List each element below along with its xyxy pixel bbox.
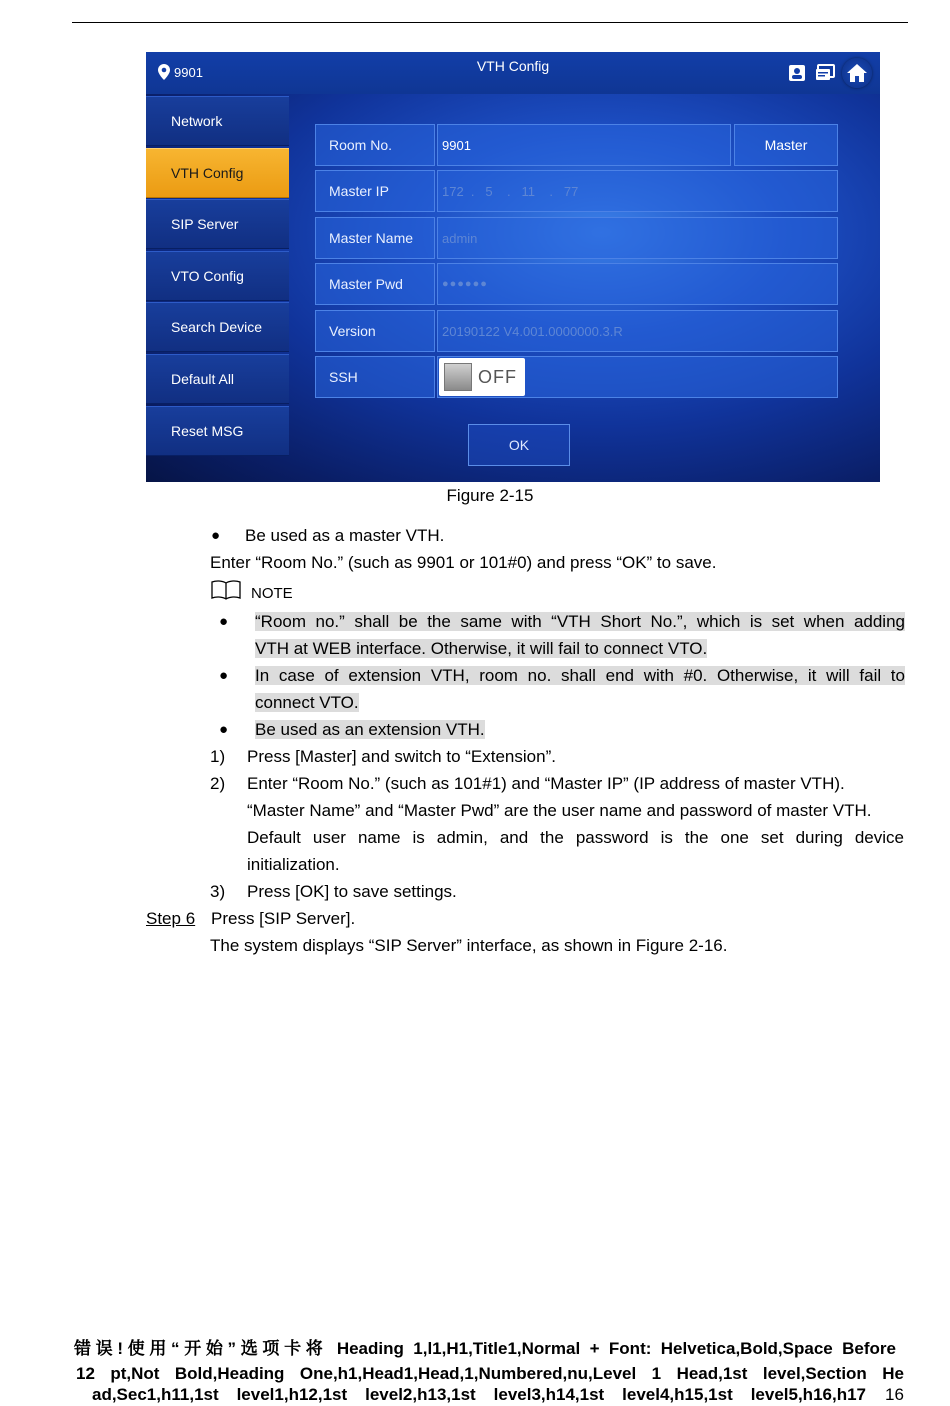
menu-item-label: SIP Server bbox=[171, 216, 239, 233]
bullet-master-vth: Be used as a master VTH. bbox=[245, 526, 445, 545]
menu-item-sip-server[interactable] bbox=[146, 199, 289, 249]
list-item-3: Press [OK] to save settings. bbox=[247, 882, 457, 901]
note-1-line-1-text: “Room no.” shall be the same with “VTH Short No.”, which is set when adding bbox=[255, 612, 905, 631]
list-item-2-line-4: initialization. bbox=[247, 855, 340, 874]
list-number-2: 2) bbox=[210, 774, 226, 793]
ok-button[interactable]: OK bbox=[468, 424, 570, 466]
menu-item-search-device[interactable] bbox=[146, 302, 289, 352]
list-number-1: 1) bbox=[210, 747, 226, 766]
menu-item-label: Reset MSG bbox=[171, 422, 244, 439]
master-ip-label: Master IP bbox=[315, 170, 435, 212]
note-book-icon bbox=[211, 580, 241, 600]
menu-item-network[interactable] bbox=[146, 96, 289, 146]
ssh-label: SSH bbox=[315, 356, 435, 398]
menu-item-label: Network bbox=[171, 113, 223, 129]
home-icon bbox=[846, 63, 868, 83]
note-label: NOTE bbox=[251, 585, 293, 602]
note-2-line-1 bbox=[255, 665, 905, 687]
step-label: Step 6 bbox=[146, 909, 196, 928]
version-value: 20190122 V4.001.0000000.3.R bbox=[437, 310, 838, 352]
step-result: The system displays “SIP Server” interface, as shown in Figure 2-16. bbox=[210, 936, 728, 955]
menu-item-label: VTO Config bbox=[171, 267, 244, 284]
list-item-2-line-1: Enter “Room No.” (such as 101#1) and “Master IP” (IP address of master VTH). bbox=[247, 774, 845, 793]
master-ip-field[interactable]: 172 . 5 . 11 . 77 bbox=[437, 170, 838, 212]
footer-line-2: 12 pt,Not Bold,Heading One,h1,Head1,Head,1,Numbered,nu,Level 1 Head,1st level,Section He bbox=[76, 1364, 904, 1383]
bullet-extension-text: Be used as an extension VTH. bbox=[255, 720, 485, 739]
list-item-1: Press [Master] and switch to “Extension”. bbox=[247, 747, 556, 766]
footer-line-1: 错误!使用“开始”选项卡将 Heading 1,l1,H1,Title1,Normal + Font: Helvetica,Bold,Space Before bbox=[74, 1339, 896, 1358]
vth-config-screenshot bbox=[146, 52, 880, 482]
room-no-label: Room No. bbox=[315, 124, 435, 166]
room-no-field[interactable]: 9901 bbox=[437, 124, 731, 166]
master-name-field[interactable]: admin bbox=[437, 217, 838, 259]
bullet-dot: ● bbox=[219, 613, 229, 630]
master-pwd-label: Master Pwd bbox=[315, 263, 435, 305]
step-text: Press [SIP Server]. bbox=[211, 909, 356, 928]
master-name-label: Master Name bbox=[315, 217, 435, 259]
list-item-2-line-3: Default user name is admin, and the password is the one set during device bbox=[247, 828, 904, 847]
top-icon-group bbox=[786, 58, 872, 88]
version-label: Version bbox=[315, 310, 435, 352]
screen-title: VTH Config bbox=[476, 58, 550, 74]
bullet-extension-vth bbox=[255, 719, 485, 741]
menu-item-vto-config[interactable] bbox=[146, 251, 289, 301]
toggle-knob bbox=[444, 363, 472, 391]
ssh-toggle-state: OFF bbox=[478, 366, 517, 387]
header-rule bbox=[72, 22, 908, 23]
note-1-line-2-text: VTH at WEB interface. Otherwise, it will fail to connect VTO. bbox=[255, 639, 708, 658]
menu-item-label: Default All bbox=[171, 370, 235, 387]
master-pwd-field[interactable]: ●●●●●● bbox=[437, 263, 838, 305]
ssh-toggle[interactable] bbox=[439, 358, 525, 396]
figure-caption: Figure 2-15 bbox=[446, 486, 534, 505]
note-2-line-1-text: In case of extension VTH, room no. shall end with #0. Otherwise, it will fail to bbox=[255, 666, 905, 685]
side-menu bbox=[146, 96, 289, 457]
footer-line-3: ad,Sec1,h11,1st level1,h12,1st level2,h13,1st level3,h14,1st level4,h15,1st level5,h16,h17 bbox=[92, 1385, 866, 1404]
menu-item-label: VTH Config bbox=[171, 164, 244, 181]
menu-item-label: Search Device bbox=[171, 319, 263, 336]
bullet-dot: ● bbox=[211, 527, 221, 544]
enter-room-instruction: Enter “Room No.” (such as 9901 or 101#0) and press “OK” to save. bbox=[210, 553, 717, 572]
bullet-dot: ● bbox=[219, 667, 229, 684]
menu-item-reset-msg[interactable] bbox=[146, 406, 289, 456]
note-1-line-1 bbox=[255, 611, 905, 633]
room-id-text: 9901 bbox=[174, 64, 203, 80]
bullet-dot: ● bbox=[219, 721, 229, 738]
note-1-line-2 bbox=[255, 638, 707, 660]
contacts-icon[interactable] bbox=[786, 62, 808, 84]
note-2-line-2 bbox=[255, 692, 359, 714]
page-number: 16 bbox=[885, 1385, 904, 1404]
menu-item-default-all[interactable] bbox=[146, 354, 289, 404]
messages-icon[interactable] bbox=[814, 62, 836, 84]
home-button[interactable] bbox=[842, 58, 872, 88]
list-number-3: 3) bbox=[210, 882, 226, 901]
menu-item-vth-config[interactable] bbox=[146, 148, 289, 198]
note-2-line-2-text: connect VTO. bbox=[255, 693, 359, 712]
list-item-2-line-2: “Master Name” and “Master Pwd” are the user name and password of master VTH. bbox=[247, 801, 872, 820]
master-button[interactable]: Master bbox=[734, 124, 838, 166]
